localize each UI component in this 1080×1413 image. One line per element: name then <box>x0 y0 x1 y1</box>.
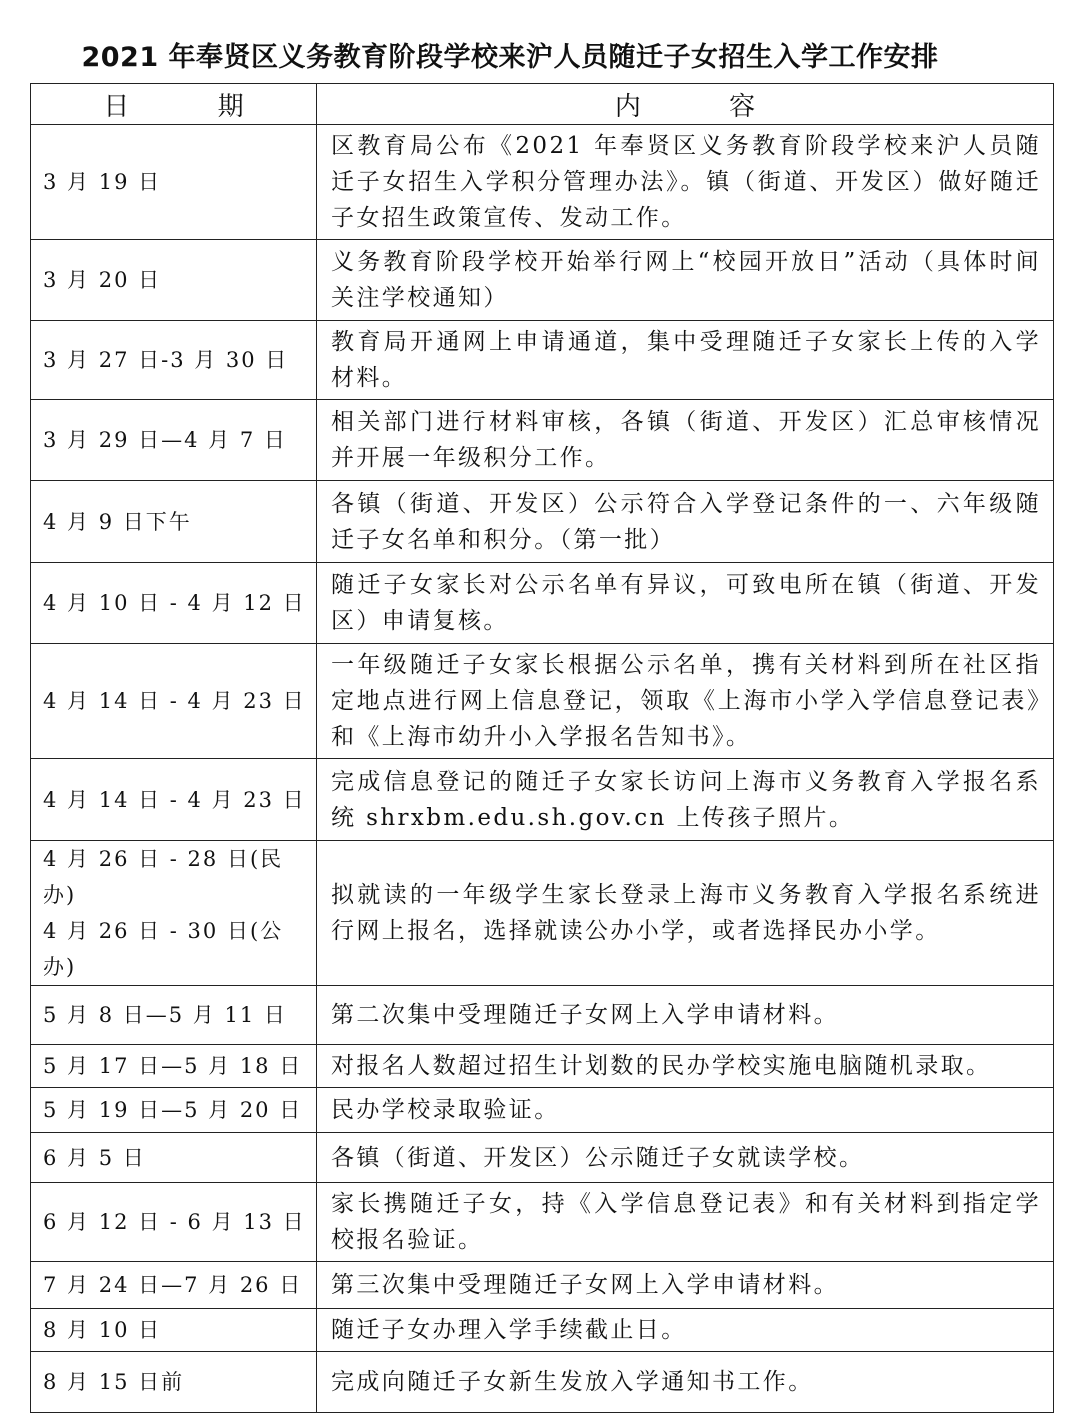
date-cell <box>31 644 317 759</box>
content-cell: 各镇（街道、开发区）公示随迁子女就读学校。 <box>317 1133 1054 1183</box>
date-text: 3 月 20 日 <box>43 268 162 292</box>
date-text: 6 月 12 日 - 6 月 13 日 <box>43 1210 306 1234</box>
content-cell: 教育局开通网上申请通道，集中受理随迁子女家长上传的入学材料。 <box>317 321 1054 400</box>
table-row <box>31 1262 1054 1309</box>
table-row <box>31 1045 1054 1088</box>
table-row <box>31 1183 1054 1262</box>
date-cell <box>31 125 317 240</box>
content-cell: 家长携随迁子女，持《入学信息登记表》和有关材料到指定学校报名验证。 <box>317 1183 1054 1262</box>
date-text: 7 月 24 日—7 月 26 日 <box>43 1273 303 1297</box>
table-row <box>31 321 1054 400</box>
date-text: 3 月 29 日—4 月 7 日 <box>43 428 287 452</box>
content-cell: 完成向随迁子女新生发放入学通知书工作。 <box>317 1352 1054 1413</box>
date-cell <box>31 1045 317 1088</box>
content-cell: 拟就读的一年级学生家长登录上海市义务教育入学报名系统进行网上报名，选择就读公办小学，或者选择民办小学。 <box>317 841 1054 986</box>
date-cell <box>31 563 317 644</box>
content-cell: 义务教育阶段学校开始举行网上“校园开放日”活动（具体时间关注学校通知） <box>317 240 1054 321</box>
schedule-table <box>30 83 1054 1413</box>
date-text: 4 月 14 日 - 4 月 23 日 <box>43 787 306 812</box>
content-cell: 随迁子女家长对公示名单有异议，可致电所在镇（街道、开发区）申请复核。 <box>317 563 1054 644</box>
date-text: 4 月 26 日 - 28 日(民办) <box>43 847 284 907</box>
content-cell: 民办学校录取验证。 <box>317 1088 1054 1133</box>
content-cell: 区教育局公布《2021 年奉贤区义务教育阶段学校来沪人员随迁子女招生入学积分管理办法》。镇（街道、开发区）做好随迁子女招生政策宣传、发动工作。 <box>317 125 1054 240</box>
table-row <box>31 481 1054 563</box>
date-text: 4 月 14 日 - 4 月 23 日 <box>43 689 306 713</box>
date-text: 8 月 15 日前 <box>43 1370 185 1394</box>
header-row <box>31 84 1054 125</box>
content-cell: 第三次集中受理随迁子女网上入学申请材料。 <box>317 1262 1054 1309</box>
date-text: 5 月 19 日—5 月 20 日 <box>43 1098 303 1122</box>
date-cell <box>31 1309 317 1352</box>
date-text: 4 月 9 日下午 <box>43 509 192 534</box>
table-row <box>31 1309 1054 1352</box>
content-cell: 相关部门进行材料审核，各镇（街道、开发区）汇总审核情况并开展一年级积分工作。 <box>317 400 1054 481</box>
date-text: 5 月 8 日—5 月 11 日 <box>43 1003 287 1027</box>
content-cell: 完成信息登记的随迁子女家长访问上海市义务教育入学报名系统 shrxbm.edu.sh.gov.cn 上传孩子照片。 <box>317 759 1054 841</box>
content-cell: 一年级随迁子女家长根据公示名单，携有关材料到所在社区指定地点进行网上信息登记，领取《上海市小学入学信息登记表》和《上海市幼升小入学报名告知书》。 <box>317 644 1054 759</box>
date-text: 5 月 17 日—5 月 18 日 <box>43 1054 303 1078</box>
header-content: 内 容 <box>317 84 1054 125</box>
table-row <box>31 986 1054 1045</box>
content-cell: 第二次集中受理随迁子女网上入学申请材料。 <box>317 986 1054 1045</box>
table-row <box>31 400 1054 481</box>
date-cell <box>31 759 317 841</box>
date-text: 4 月 26 日 - 30 日(公办) <box>43 919 284 979</box>
table-row <box>31 759 1054 841</box>
date-cell <box>31 400 317 481</box>
table-row <box>31 125 1054 240</box>
date-text: 4 月 10 日 - 4 月 12 日 <box>43 591 306 615</box>
date-text: 3 月 27 日-3 月 30 日 <box>43 348 289 372</box>
table-row <box>31 1088 1054 1133</box>
date-cell <box>31 1183 317 1262</box>
content-cell: 对报名人数超过招生计划数的民办学校实施电脑随机录取。 <box>317 1045 1054 1088</box>
date-cell <box>31 321 317 400</box>
date-cell <box>31 240 317 321</box>
date-cell <box>31 1133 317 1183</box>
date-cell <box>31 986 317 1045</box>
table-row <box>31 563 1054 644</box>
date-cell <box>31 481 317 563</box>
content-cell: 随迁子女办理入学手续截止日。 <box>317 1309 1054 1352</box>
date-text: 6 月 5 日 <box>43 1145 146 1170</box>
table-row <box>31 1133 1054 1183</box>
page-title: 2021 年奉贤区义务教育阶段学校来沪人员随迁子女招生入学工作安排 <box>81 42 939 73</box>
date-text: 8 月 10 日 <box>43 1318 162 1342</box>
date-cell <box>31 1088 317 1133</box>
table-row <box>31 644 1054 759</box>
date-text: 3 月 19 日 <box>43 170 162 194</box>
date-cell <box>31 841 317 986</box>
table-row <box>31 841 1054 986</box>
date-cell <box>31 1262 317 1309</box>
header-date: 日 期 <box>31 84 317 125</box>
content-cell: 各镇（街道、开发区）公示符合入学登记条件的一、六年级随迁子女名单和积分。（第一批） <box>317 481 1054 563</box>
table-row <box>31 240 1054 321</box>
